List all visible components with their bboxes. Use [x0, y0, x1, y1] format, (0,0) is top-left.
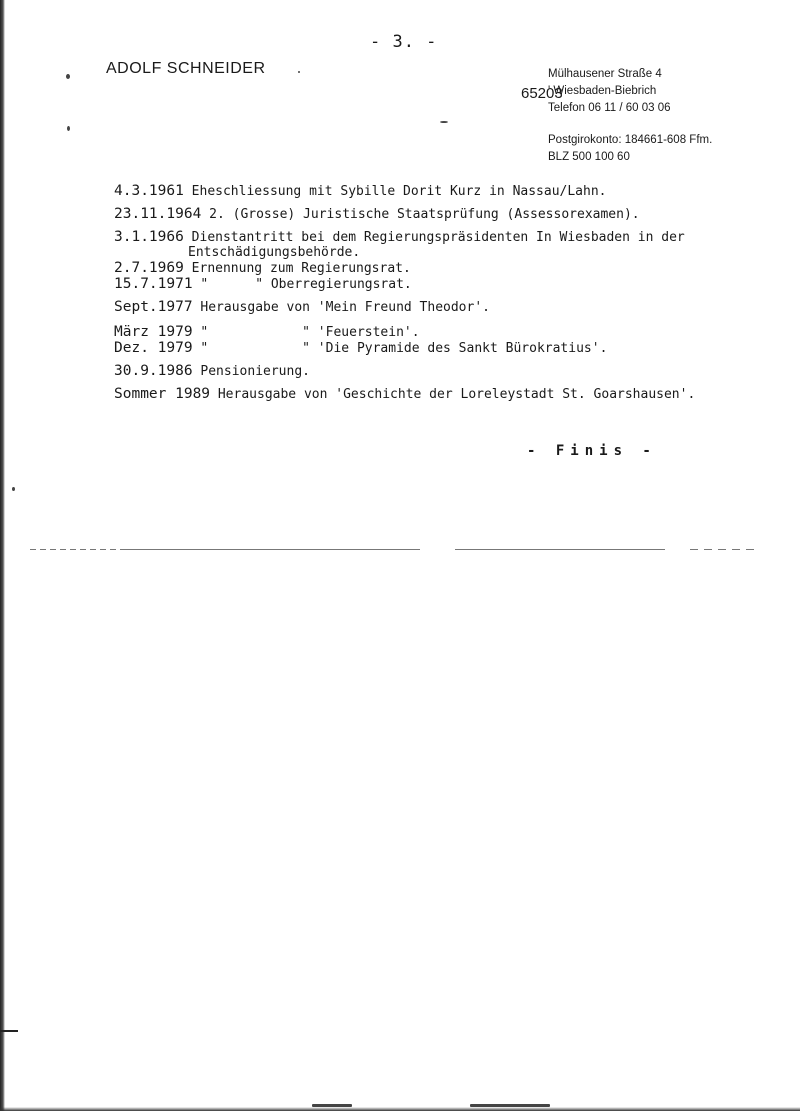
- fold-line: [30, 549, 120, 550]
- fold-line: [120, 549, 420, 550]
- scan-speck: [470, 1104, 550, 1107]
- page-number: - 3. -: [370, 32, 438, 52]
- entry-text: Pensionierung.: [200, 364, 310, 379]
- scan-bottom-edge: [0, 1107, 800, 1111]
- scan-speck: [12, 487, 15, 491]
- entry-text: " " 'Feuerstein'.: [200, 325, 420, 340]
- sender-phone: Telefon 06 11 / 60 03 06: [548, 102, 671, 114]
- sender-street: Mülhausener Straße 4: [548, 68, 662, 80]
- entry-date: 30.9.1986: [114, 363, 193, 379]
- entry-text: Herausgabe von 'Mein Freund Theodor'.: [200, 300, 490, 315]
- entry-text: " " Oberregierungsrat.: [200, 277, 412, 292]
- entry-text: Eheschliessung mit Sybille Dorit Kurz in Nassau/Lahn.: [191, 184, 607, 199]
- scan-speck: [67, 126, 70, 131]
- entry-text: 2. (Grosse) Juristische Staatsprüfung (Assessorexamen).: [209, 207, 640, 222]
- entry-date: 4.3.1961: [114, 183, 184, 199]
- cv-entry: [114, 260, 774, 276]
- sender-name: ADOLF SCHNEIDER: [106, 60, 266, 77]
- bank-code: BLZ 500 100 60: [548, 151, 630, 163]
- entry-date: März 1979: [114, 324, 193, 340]
- entry-text: Dienstantritt bei dem Regierungspräsidenten In Wiesbaden in der: [191, 230, 685, 245]
- fold-line: [455, 549, 665, 550]
- entry-date: 2.7.1969: [114, 260, 184, 276]
- scan-speck: [66, 74, 70, 79]
- sender-address: [548, 66, 671, 117]
- entry-date: Sommer 1989: [114, 386, 211, 402]
- scan-mark: [0, 1030, 18, 1032]
- scan-speck: [440, 121, 448, 123]
- cv-entry: [114, 340, 774, 356]
- cv-entry: [114, 229, 774, 260]
- entry-text: Ernennung zum Regierungsrat.: [191, 261, 411, 276]
- entry-date: Sept.1977: [114, 299, 193, 315]
- entry-text-continuation: Entschädigungsbehörde.: [188, 245, 361, 260]
- bank-details: [548, 132, 712, 166]
- entry-date: 3.1.1966: [114, 229, 184, 245]
- postgiro-account: Postgirokonto: 184661-608 Ffm.: [548, 134, 713, 146]
- entry-date: Dez. 1979: [114, 340, 193, 356]
- entry-date: 23.11.1964: [114, 206, 202, 222]
- sender-city: ' Wiesbaden-Biebrich: [548, 85, 657, 97]
- cv-entry: [114, 299, 774, 315]
- scan-left-edge: [0, 0, 5, 1111]
- entry-date: 15.7.1971: [114, 276, 193, 292]
- entry-text: " " 'Die Pyramide des Sankt Bürokratius'.: [200, 341, 608, 356]
- closing-finis: - Finis -: [527, 443, 657, 459]
- scan-speck: [312, 1104, 352, 1107]
- entry-text: Herausgabe von 'Geschichte der Loreleystadt St. Goarshausen'.: [217, 387, 696, 402]
- cv-entry: [114, 183, 774, 199]
- cv-entry: [114, 386, 774, 402]
- fold-line: [690, 549, 760, 550]
- cv-entry: [114, 276, 774, 292]
- cv-entries: [114, 183, 774, 402]
- sender-postcode: 65203: [521, 85, 563, 102]
- cv-entry: [114, 363, 774, 379]
- cv-entry: [114, 206, 774, 222]
- cv-entry: [114, 324, 774, 340]
- scan-speck: [298, 71, 300, 73]
